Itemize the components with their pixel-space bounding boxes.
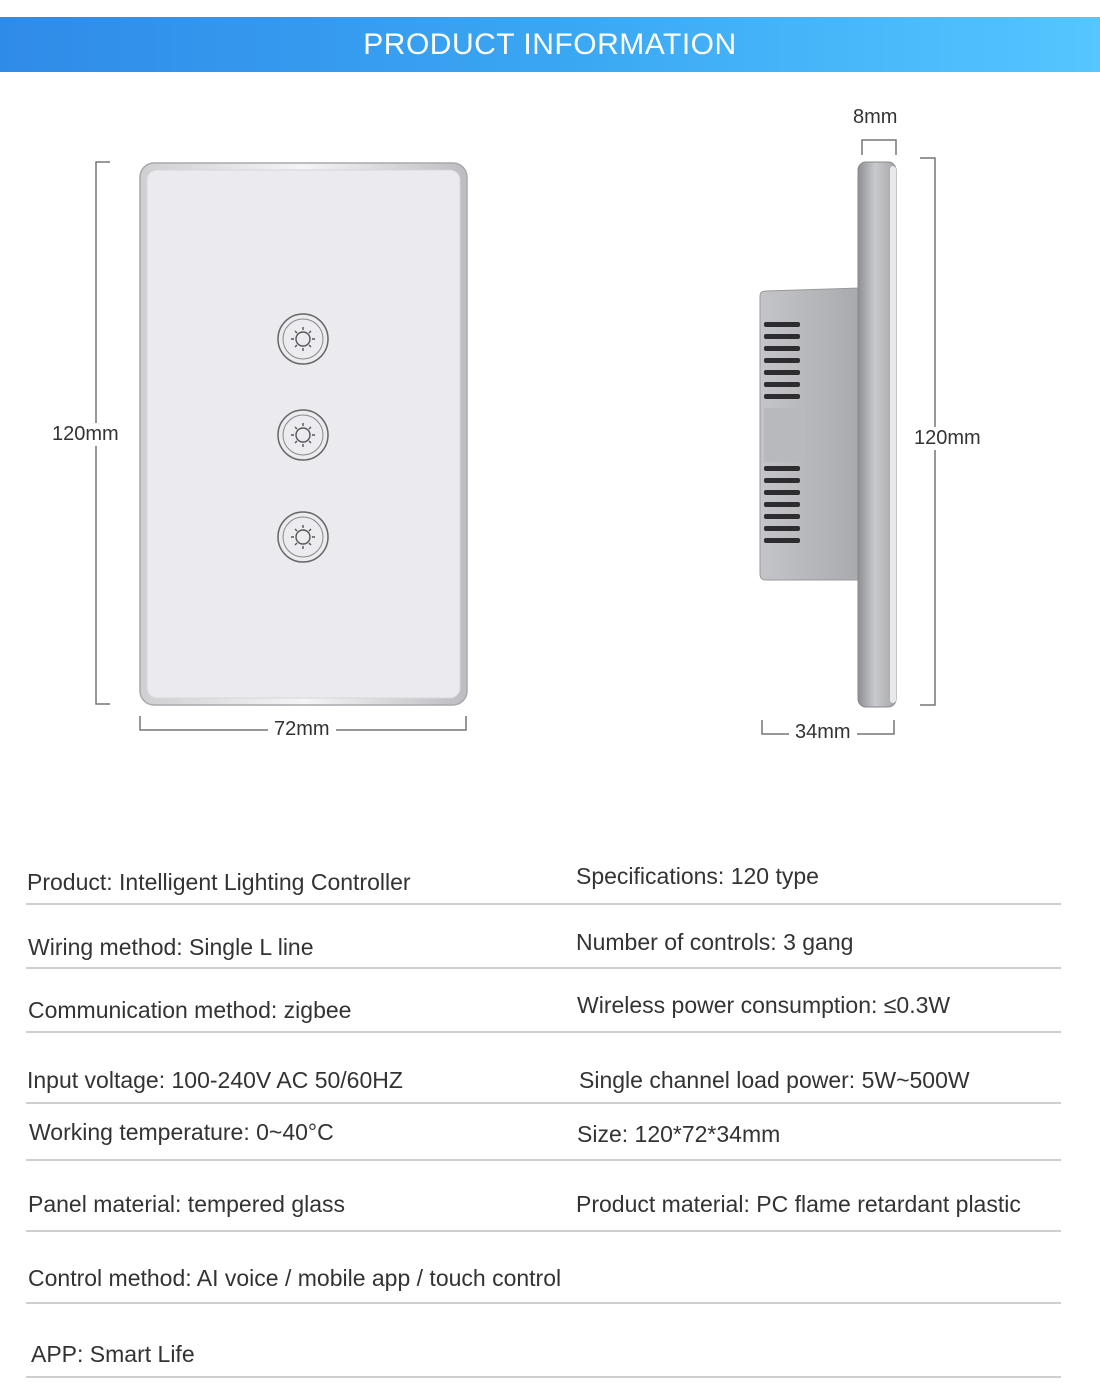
spec-right-text: Size: 120*72*34mm xyxy=(577,1121,781,1147)
spec-right-text: Product material: PC flame retardant plastic xyxy=(576,1191,1021,1217)
spec-right-text: Number of controls: 3 gang xyxy=(576,929,854,955)
spec-left-text: Input voltage: 100-240V AC 50/60HZ xyxy=(27,1067,403,1093)
spec-row xyxy=(26,1376,1061,1378)
spec-left-text: Product: Intelligent Lighting Controller xyxy=(27,869,411,895)
side-thickness-dimension-line xyxy=(862,140,896,155)
side-depth-label: 34mm xyxy=(789,721,857,744)
side-thickness-label: 8mm xyxy=(847,106,903,129)
page-title: PRODUCT INFORMATION xyxy=(0,17,1100,72)
spec-left-text: APP: Smart Life xyxy=(31,1341,195,1367)
front-height-label: 120mm xyxy=(46,423,125,446)
spec-row xyxy=(26,1102,1061,1104)
spec-right-text: Single channel load power: 5W~500W xyxy=(579,1067,970,1093)
spec-row xyxy=(26,1302,1061,1304)
touch-button-2[interactable] xyxy=(278,410,328,460)
spec-row xyxy=(26,1159,1061,1161)
spec-left-text: Wiring method: Single L line xyxy=(28,934,314,960)
spec-row xyxy=(26,967,1061,969)
spec-right-text: Specifications: 120 type xyxy=(576,863,819,889)
spec-left-text: Panel material: tempered glass xyxy=(28,1191,346,1217)
spec-row xyxy=(26,903,1061,905)
spec-row xyxy=(26,1230,1061,1232)
touch-button-1[interactable] xyxy=(278,314,328,364)
switch-side-view xyxy=(760,162,896,707)
spec-row xyxy=(26,1031,1061,1033)
side-height-label: 120mm xyxy=(908,427,987,450)
spec-left-text: Working temperature: 0~40°C xyxy=(29,1119,334,1145)
front-width-label: 72mm xyxy=(268,718,336,741)
spec-left-text: Communication method: zigbee xyxy=(28,997,352,1023)
touch-button-3[interactable] xyxy=(278,512,328,562)
spec-left-text: Control method: AI voice / mobile app / touch control xyxy=(28,1265,562,1291)
spec-right-text: Wireless power consumption: ≤0.3W xyxy=(577,992,951,1018)
